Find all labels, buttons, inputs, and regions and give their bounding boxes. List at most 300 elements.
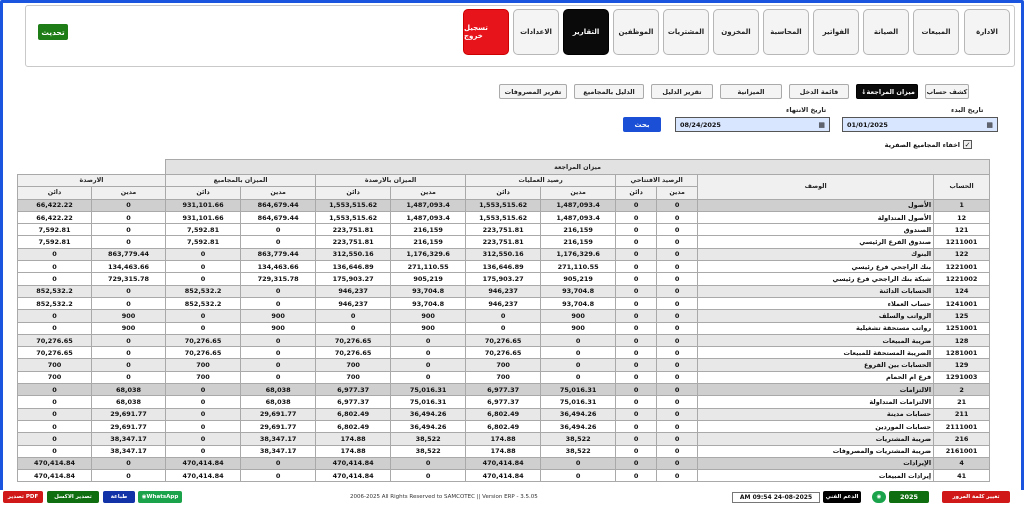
cell-description: ضريبة المبيعات	[698, 334, 934, 346]
nav-employees[interactable]: الموظفين	[613, 9, 659, 55]
cell-debit: 75,016.31	[541, 384, 616, 396]
calendar-icon[interactable]: ▦	[986, 120, 993, 129]
cell-debit: 38,522	[541, 433, 616, 445]
cell-credit: 0	[166, 420, 241, 432]
cell-description: صندوق الفرع الرئيسي	[698, 236, 934, 248]
cell-description: الالتزامات	[698, 384, 934, 396]
cell-debit: 0	[391, 457, 466, 469]
cell-debit: 0	[92, 224, 166, 236]
change-password-button[interactable]: تغيير كلمة المرور	[942, 491, 1010, 503]
cell-account: 1221002	[934, 273, 990, 285]
cell-credit: 0	[616, 211, 657, 223]
nav-settings[interactable]: الاعدادات	[513, 9, 559, 55]
col-debit: مدين	[241, 187, 316, 199]
cell-credit: 70,276.65	[18, 347, 92, 359]
cell-debit: 29,691.77	[241, 420, 316, 432]
cell-credit: 6,977.37	[316, 396, 391, 408]
cell-credit: 312,550.16	[316, 248, 391, 260]
support-whatsapp-icon[interactable]: ◉	[872, 491, 886, 503]
cell-debit: 0	[92, 470, 166, 482]
cell-credit: 700	[166, 359, 241, 371]
cell-credit: 0	[616, 334, 657, 346]
cell-credit: 66,422.22	[18, 211, 92, 223]
cell-credit: 175,903.27	[466, 273, 541, 285]
cell-debit: 0	[657, 297, 698, 309]
cell-account: 4	[934, 457, 990, 469]
cell-account: 1291003	[934, 371, 990, 383]
cell-debit: 0	[92, 334, 166, 346]
cell-description: فرع ام الحمام	[698, 371, 934, 383]
cell-debit: 1,487,093.4	[391, 199, 466, 211]
cell-debit: 93,704.8	[541, 297, 616, 309]
whatsapp-icon: ◉	[141, 494, 147, 500]
table-row[interactable]	[18, 445, 990, 457]
cell-credit: 0	[18, 384, 92, 396]
cell-debit: 216,159	[391, 224, 466, 236]
cell-debit: 0	[241, 470, 316, 482]
tab-label: ميزان المراجعة	[866, 87, 915, 96]
cell-debit: 0	[391, 470, 466, 482]
cell-description: حسابات مدينة	[698, 408, 934, 420]
cell-credit: 0	[616, 457, 657, 469]
cell-debit: 93,704.8	[391, 297, 466, 309]
cell-debit: 29,691.77	[241, 408, 316, 420]
cell-account: 211	[934, 408, 990, 420]
cell-credit: 0	[18, 408, 92, 420]
cell-debit: 0	[92, 457, 166, 469]
cell-credit: 0	[616, 359, 657, 371]
whatsapp-button[interactable]	[138, 491, 182, 503]
cell-debit: 216,159	[541, 224, 616, 236]
cell-credit: 0	[18, 248, 92, 260]
cell-credit: 852,532.2	[166, 297, 241, 309]
cell-credit: 312,550.16	[466, 248, 541, 260]
cell-credit: 174.88	[466, 445, 541, 457]
cell-credit: 0	[616, 420, 657, 432]
col-credit: دائن	[466, 187, 541, 199]
cell-credit: 70,276.65	[166, 334, 241, 346]
cell-credit: 0	[616, 322, 657, 334]
trial-balance-table	[17, 159, 978, 494]
clock-display: AM 09:54 24-08-2025	[732, 492, 820, 503]
cell-credit: 70,276.65	[166, 347, 241, 359]
cell-credit: 700	[18, 359, 92, 371]
search-button[interactable]: بحث	[623, 117, 661, 132]
cell-debit: 75,016.31	[391, 396, 466, 408]
cell-credit: 174.88	[316, 433, 391, 445]
cell-credit: 6,802.49	[316, 420, 391, 432]
cell-debit: 1,487,093.4	[541, 211, 616, 223]
cell-credit: 470,414.84	[466, 457, 541, 469]
cell-credit: 470,414.84	[18, 470, 92, 482]
table-row[interactable]	[18, 285, 990, 297]
cell-debit: 1,176,329.6	[391, 248, 466, 260]
cell-debit: 0	[541, 457, 616, 469]
cell-credit: 0	[616, 297, 657, 309]
download-icon: ↓	[861, 87, 867, 96]
cell-debit: 0	[241, 359, 316, 371]
cell-credit: 0	[18, 433, 92, 445]
cell-debit: 0	[391, 347, 466, 359]
cell-credit: 0	[616, 310, 657, 322]
tab-guide-totals[interactable]: الدليل بالمجاميع	[574, 84, 644, 99]
calendar-icon[interactable]: ▦	[818, 120, 825, 129]
tab-guide-report[interactable]: تقرير الدليل	[651, 84, 713, 99]
nav-purchases[interactable]: المشتريات	[663, 9, 709, 55]
cell-debit: 864,679.44	[241, 199, 316, 211]
cell-credit: 7,592.81	[18, 224, 92, 236]
cell-credit: 0	[616, 371, 657, 383]
cell-debit: 900	[391, 322, 466, 334]
cell-debit: 1,487,093.4	[391, 211, 466, 223]
cell-credit: 700	[466, 371, 541, 383]
cell-debit: 0	[92, 211, 166, 223]
cell-credit: 0	[18, 261, 92, 273]
cell-credit: 6,977.37	[466, 396, 541, 408]
cell-account: 2111001	[934, 420, 990, 432]
cell-account: 1281001	[934, 347, 990, 359]
table-row[interactable]	[18, 433, 990, 445]
cell-debit: 905,219	[541, 273, 616, 285]
cell-debit: 38,347.17	[92, 445, 166, 457]
tab-balance-sheet[interactable]: الميزانية	[720, 84, 782, 99]
cell-debit: 0	[541, 347, 616, 359]
cell-credit: 946,237	[316, 285, 391, 297]
cell-account: 1	[934, 199, 990, 211]
col-credit: دائن	[166, 187, 241, 199]
cell-debit: 900	[391, 310, 466, 322]
cell-account: 2	[934, 384, 990, 396]
cell-account: 1251001	[934, 322, 990, 334]
cell-debit: 68,038	[92, 396, 166, 408]
cell-debit: 38,522	[391, 445, 466, 457]
cell-debit: 29,691.77	[92, 420, 166, 432]
cell-debit: 900	[241, 310, 316, 322]
cell-credit: 0	[18, 420, 92, 432]
cell-description: إيرادات المبيعات	[698, 470, 934, 482]
end-date-value: 08/24/2025	[680, 120, 721, 129]
cell-debit: 0	[391, 371, 466, 383]
cell-debit: 0	[657, 408, 698, 420]
cell-debit: 0	[657, 285, 698, 297]
cell-debit: 0	[92, 285, 166, 297]
cell-credit: 0	[616, 224, 657, 236]
tab-income-statement[interactable]: قائمة الدخل	[789, 84, 849, 99]
cell-account: 2161001	[934, 445, 990, 457]
end-date-input[interactable]	[675, 117, 830, 132]
cell-credit: 946,237	[316, 297, 391, 309]
cell-debit: 68,038	[92, 384, 166, 396]
cell-debit: 863,779.44	[241, 248, 316, 260]
cell-account: 121	[934, 224, 990, 236]
cell-debit: 0	[92, 199, 166, 211]
table-row[interactable]	[18, 310, 990, 322]
cell-debit: 0	[92, 297, 166, 309]
cell-debit: 134,463.66	[92, 261, 166, 273]
table-row[interactable]	[18, 457, 990, 469]
cell-credit: 852,532.2	[166, 285, 241, 297]
cell-credit: 0	[616, 261, 657, 273]
cell-debit: 68,038	[241, 384, 316, 396]
col-balance-by-totals: الميزان بالمجاميع	[166, 175, 316, 187]
cell-credit: 70,276.65	[466, 347, 541, 359]
cell-description: ضريبة المشتريات	[698, 433, 934, 445]
nav-invoices[interactable]: الفواتير	[813, 9, 859, 55]
cell-credit: 7,592.81	[166, 224, 241, 236]
cell-credit: 700	[166, 371, 241, 383]
table-row[interactable]	[18, 334, 990, 346]
table-row[interactable]	[18, 470, 990, 482]
cell-debit: 0	[541, 371, 616, 383]
table-row[interactable]	[18, 211, 990, 223]
cell-debit: 1,487,093.4	[541, 199, 616, 211]
cell-debit: 0	[657, 470, 698, 482]
cell-credit: 0	[166, 445, 241, 457]
cell-credit: 0	[616, 347, 657, 359]
cell-credit: 0	[18, 322, 92, 334]
cell-credit: 223,751.81	[316, 224, 391, 236]
table-row[interactable]	[18, 297, 990, 309]
tab-account-statement[interactable]: كشف حساب	[925, 84, 969, 99]
cell-credit: 700	[466, 359, 541, 371]
cell-credit: 946,237	[466, 285, 541, 297]
cell-debit: 216,159	[541, 236, 616, 248]
cell-credit: 0	[166, 322, 241, 334]
nav-maintenance[interactable]: الصيانة	[863, 9, 909, 55]
table-row[interactable]	[18, 371, 990, 383]
cell-description: بنك الراجحي فرع رئيسي	[698, 261, 934, 273]
copyright-text: 2006-2025 All Rights Reserved to SAMCOTEC || Version ERP - 3.5.05	[350, 494, 538, 500]
cell-credit: 470,414.84	[166, 457, 241, 469]
cell-credit: 70,276.65	[18, 334, 92, 346]
cell-credit: 0	[18, 310, 92, 322]
table-row[interactable]	[18, 384, 990, 396]
cell-debit: 0	[657, 445, 698, 457]
cell-debit: 216,159	[391, 236, 466, 248]
hide-zero-label: اخفاء المجاميع الصفرية	[884, 140, 960, 149]
table-row[interactable]	[18, 261, 990, 273]
cell-debit: 0	[657, 310, 698, 322]
nav-logout[interactable]: تسجيل خروج	[463, 9, 509, 55]
col-transactions: رصيد العمليات	[466, 175, 616, 187]
header-blank	[18, 160, 166, 175]
cell-credit: 223,751.81	[316, 236, 391, 248]
cell-credit: 700	[316, 359, 391, 371]
cell-credit: 852,532.2	[18, 297, 92, 309]
start-date-value: 01/01/2025	[847, 120, 888, 129]
cell-credit: 174.88	[466, 433, 541, 445]
top-navigation	[25, 5, 1015, 67]
cell-debit: 0	[92, 359, 166, 371]
table-row[interactable]	[18, 396, 990, 408]
cell-description: الحسابات بين الفروع	[698, 359, 934, 371]
cell-credit: 1,553,515.62	[316, 199, 391, 211]
cell-credit: 0	[166, 408, 241, 420]
cell-debit: 38,347.17	[92, 433, 166, 445]
end-date-label: تاريخ الانتهاء	[786, 106, 827, 114]
cell-credit: 6,977.37	[466, 384, 541, 396]
cell-description: الأصول المتداولة	[698, 211, 934, 223]
cell-debit: 93,704.8	[541, 285, 616, 297]
cell-credit: 136,646.89	[466, 261, 541, 273]
year-badge: 2025	[889, 491, 929, 503]
table-title: ميزان المراجعة	[166, 160, 990, 175]
cell-debit: 36,494.26	[541, 420, 616, 432]
hide-zero-checkbox[interactable]: ✓	[964, 141, 971, 149]
cell-account: 1211001	[934, 236, 990, 248]
col-debit: مدين	[391, 187, 466, 199]
cell-debit: 0	[657, 273, 698, 285]
tab-trial-balance[interactable]	[856, 84, 918, 99]
cell-credit: 6,977.37	[316, 384, 391, 396]
table-row[interactable]	[18, 322, 990, 334]
cell-debit: 0	[391, 334, 466, 346]
cell-account: 21	[934, 396, 990, 408]
cell-description: حساب العملاء	[698, 297, 934, 309]
cell-debit: 0	[657, 261, 698, 273]
cell-debit: 38,347.17	[241, 445, 316, 457]
cell-credit: 1,553,515.62	[466, 211, 541, 223]
cell-description: حسابات الموردين	[698, 420, 934, 432]
cell-credit: 6,802.49	[316, 408, 391, 420]
cell-debit: 0	[241, 457, 316, 469]
cell-debit: 0	[241, 297, 316, 309]
cell-debit: 68,038	[241, 396, 316, 408]
cell-credit: 0	[616, 236, 657, 248]
nav-admin[interactable]: الادارة	[964, 9, 1010, 55]
cell-credit: 852,532.2	[18, 285, 92, 297]
col-credit: دائن	[316, 187, 391, 199]
cell-debit: 134,463.66	[241, 261, 316, 273]
col-debit: مدين	[541, 187, 616, 199]
cell-credit: 7,592.81	[18, 236, 92, 248]
cell-debit: 0	[657, 236, 698, 248]
cell-credit: 470,414.84	[18, 457, 92, 469]
nav-reports[interactable]: التقارير	[563, 9, 609, 55]
cell-credit: 0	[616, 433, 657, 445]
cell-credit: 0	[616, 248, 657, 260]
table-row[interactable]	[18, 248, 990, 260]
cell-credit: 700	[316, 371, 391, 383]
cell-debit: 0	[657, 199, 698, 211]
cell-description: الأصول	[698, 199, 934, 211]
cell-debit: 863,779.44	[92, 248, 166, 260]
col-debit: مدين	[92, 187, 166, 199]
cell-debit: 93,704.8	[391, 285, 466, 297]
start-date-input[interactable]	[842, 117, 998, 132]
cell-debit: 0	[541, 470, 616, 482]
cell-debit: 900	[92, 322, 166, 334]
table-row[interactable]	[18, 408, 990, 420]
export-excel-button[interactable]: تصدير الاكسل	[47, 491, 99, 503]
cell-credit: 0	[616, 470, 657, 482]
cell-credit: 470,414.84	[316, 457, 391, 469]
cell-description: الإيرادات	[698, 457, 934, 469]
cell-description: رواتب مستحقة تشغيلية	[698, 322, 934, 334]
cell-debit: 1,176,329.6	[541, 248, 616, 260]
report-tabs	[499, 84, 969, 99]
cell-credit: 0	[166, 310, 241, 322]
cell-debit: 0	[92, 347, 166, 359]
export-pdf-button[interactable]: تصدير PDF	[3, 491, 43, 503]
cell-debit: 864,679.44	[241, 211, 316, 223]
cell-debit: 0	[241, 371, 316, 383]
cell-credit: 0	[616, 408, 657, 420]
support-button[interactable]: الدعم الفني	[823, 491, 861, 503]
table-row[interactable]	[18, 199, 990, 211]
cell-debit: 29,691.77	[92, 408, 166, 420]
col-opening-balance: الرصيد الافتتاحي	[616, 175, 698, 187]
cell-credit: 66,422.22	[18, 199, 92, 211]
cell-credit: 0	[18, 396, 92, 408]
nav-sales[interactable]: المبيعات	[913, 9, 959, 55]
nav-inventory[interactable]: المخزون	[713, 9, 759, 55]
cell-debit: 0	[241, 347, 316, 359]
cell-account: 12	[934, 211, 990, 223]
cell-debit: 0	[657, 457, 698, 469]
col-balance-by-balances: الميزان بالارصدة	[316, 175, 466, 187]
cell-credit: 223,751.81	[466, 236, 541, 248]
cell-debit: 0	[391, 359, 466, 371]
refresh-button[interactable]: تحديث	[38, 24, 68, 40]
cell-debit: 271,110.55	[541, 261, 616, 273]
table-row[interactable]	[18, 359, 990, 371]
cell-debit: 0	[541, 334, 616, 346]
cell-credit: 1,553,515.62	[316, 211, 391, 223]
cell-debit: 729,315.78	[241, 273, 316, 285]
cell-debit: 38,522	[541, 445, 616, 457]
cell-credit: 946,237	[466, 297, 541, 309]
cell-credit: 223,751.81	[466, 224, 541, 236]
cell-credit: 175,903.27	[316, 273, 391, 285]
cell-debit: 0	[657, 420, 698, 432]
cell-credit: 0	[616, 445, 657, 457]
cell-debit: 905,219	[391, 273, 466, 285]
cell-account: 1241001	[934, 297, 990, 309]
cell-credit: 1,553,515.62	[466, 199, 541, 211]
cell-description: الضريبة المستحقة للمبيعات	[698, 347, 934, 359]
tab-expenses-report[interactable]: تقرير المصروفات	[499, 84, 567, 99]
start-date-label: تاريخ البدء	[951, 106, 984, 114]
cell-debit: 0	[541, 359, 616, 371]
cell-credit: 0	[616, 273, 657, 285]
cell-debit: 36,494.26	[391, 420, 466, 432]
cell-credit: 0	[166, 433, 241, 445]
table-row[interactable]	[18, 347, 990, 359]
table-row[interactable]	[18, 224, 990, 236]
cell-credit: 0	[466, 310, 541, 322]
cell-credit: 0	[166, 273, 241, 285]
cell-credit: 0	[166, 248, 241, 260]
cell-account: 216	[934, 433, 990, 445]
print-button[interactable]: طباعة	[103, 491, 135, 503]
cell-debit: 0	[657, 396, 698, 408]
nav-accounting[interactable]: المحاسبة	[763, 9, 809, 55]
table-row[interactable]	[18, 236, 990, 248]
cell-debit: 0	[657, 371, 698, 383]
cell-credit: 0	[18, 273, 92, 285]
cell-debit: 36,494.26	[391, 408, 466, 420]
cell-debit: 0	[657, 384, 698, 396]
cell-credit: 931,101.66	[166, 199, 241, 211]
cell-debit: 38,522	[391, 433, 466, 445]
col-credit: دائن	[18, 187, 92, 199]
cell-credit: 70,276.65	[466, 334, 541, 346]
table-row[interactable]	[18, 420, 990, 432]
table-row[interactable]	[18, 273, 990, 285]
cell-credit: 70,276.65	[316, 334, 391, 346]
cell-debit: 75,016.31	[541, 396, 616, 408]
